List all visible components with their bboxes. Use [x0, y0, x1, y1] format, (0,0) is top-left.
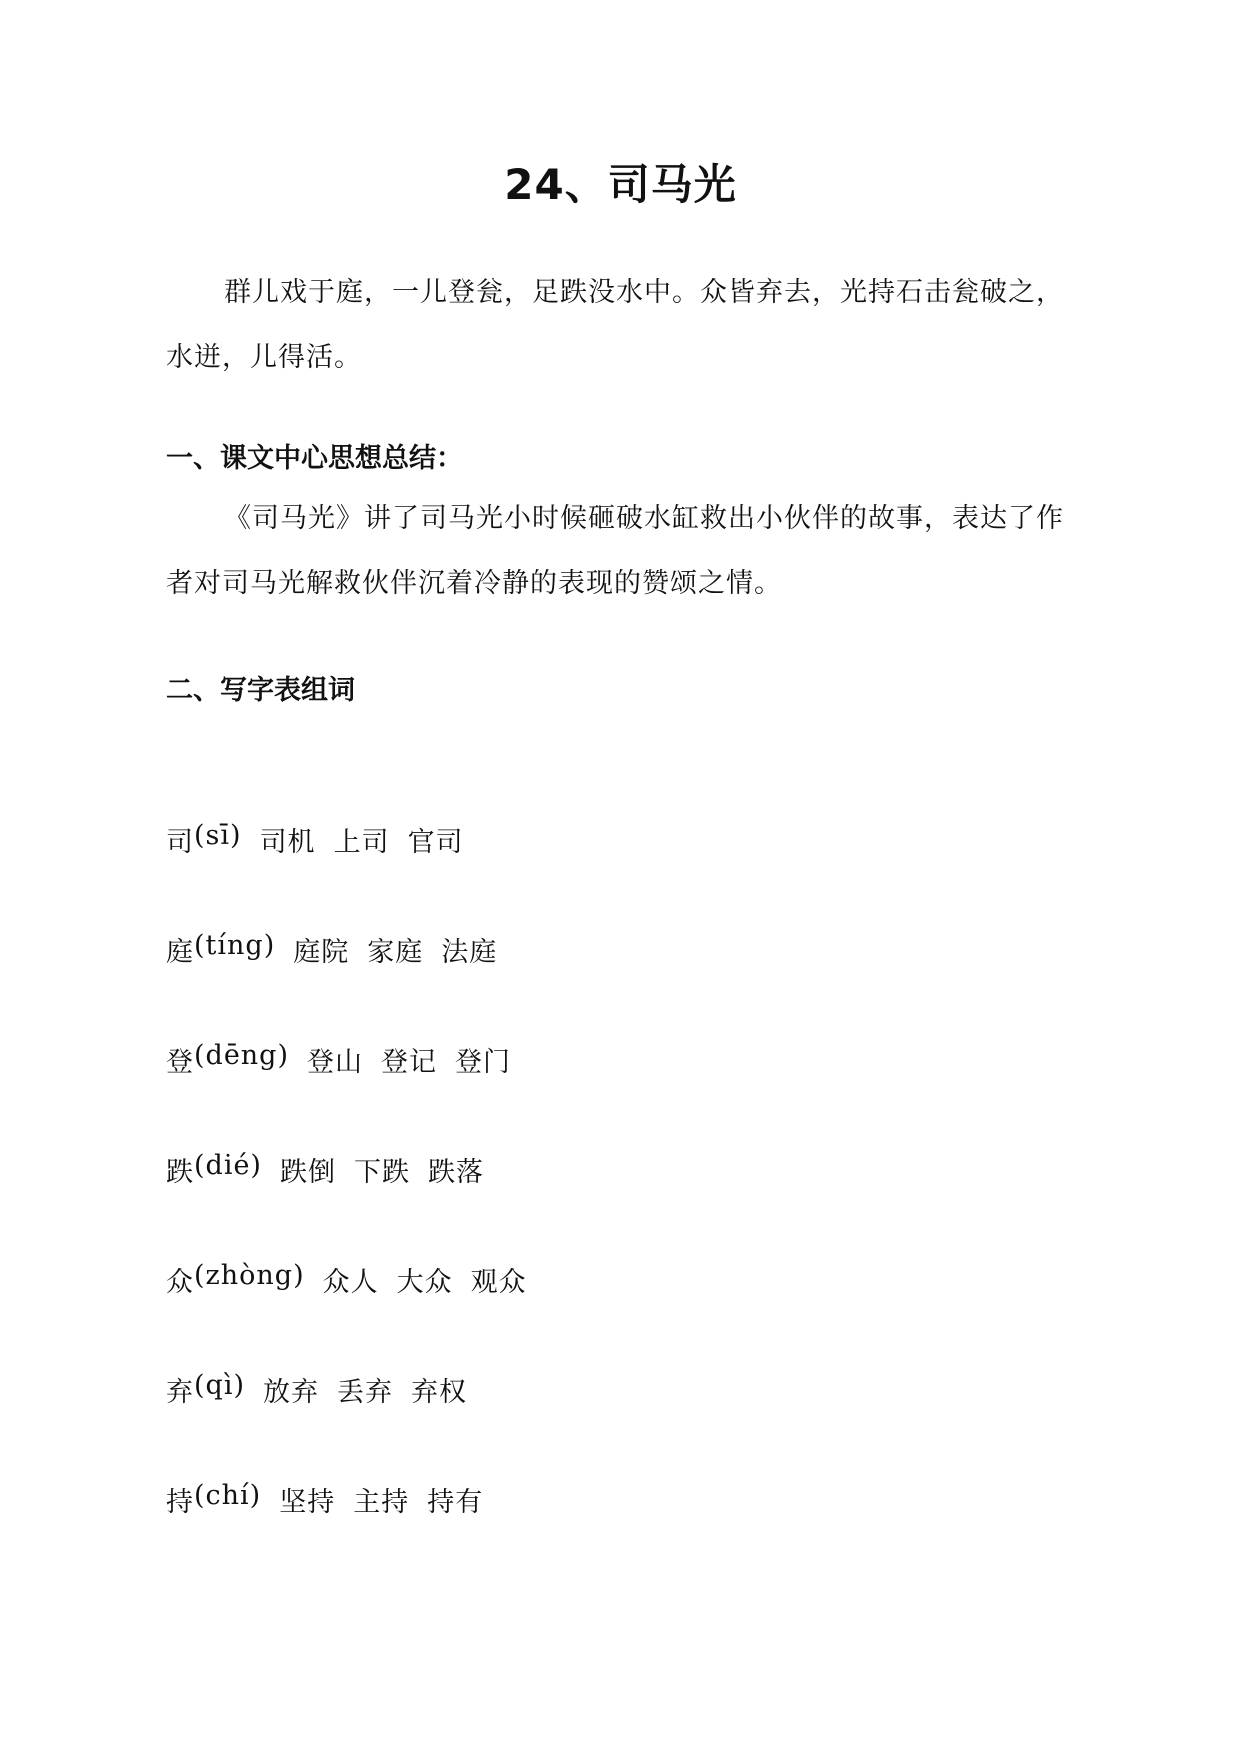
- vocab-character: 跌: [166, 1157, 194, 1188]
- vocab-row: [166, 1480, 1066, 1590]
- vocab-word: 司机: [259, 827, 316, 858]
- vocab-word: 上司: [333, 827, 390, 858]
- vocab-character: 众: [166, 1267, 194, 1298]
- vocab-word: 跌落: [427, 1157, 484, 1188]
- vocab-word: 坚持: [279, 1487, 336, 1518]
- vocab-word: 弃权: [411, 1377, 467, 1408]
- vocab-word: 跌倒: [279, 1157, 336, 1188]
- vocab-row: [166, 1260, 1066, 1370]
- vocab-word: 主持: [353, 1487, 410, 1518]
- vocab-pinyin: (dēng): [194, 1040, 290, 1071]
- vocab-row: [166, 1370, 1066, 1480]
- vocab-pinyin: (qì): [194, 1370, 245, 1401]
- vocab-word: 官司: [407, 827, 464, 858]
- vocab-character: 弃: [166, 1377, 194, 1408]
- vocab-character: 庭: [166, 937, 194, 968]
- classical-passage: 群儿戏于庭，一儿登瓮，足跌没水中。众皆弃去，光持石击瓮破之，水迸，儿得活。: [166, 277, 1064, 373]
- summary-paragraph: 《司马光》讲了司马光小时候砸破水缸救出小伙伴的故事，表达了作者对司马光解救伙伴沉着冷静的表现的赞颂之情。: [166, 503, 1064, 599]
- vocab-pinyin: (sī): [194, 820, 242, 851]
- vocab-row: [166, 820, 1066, 930]
- section-heading-vocabulary: 二、写字表组词: [166, 675, 355, 706]
- vocab-word: 庭院: [293, 937, 350, 968]
- vocab-word: 观众: [470, 1267, 527, 1298]
- vocab-word: 登门: [455, 1047, 512, 1078]
- section-heading-summary: 一、课文中心思想总结：: [166, 443, 463, 474]
- vocab-row: [166, 1150, 1066, 1260]
- vocab-pinyin: (tíng): [194, 930, 276, 961]
- vocab-row: [166, 1040, 1066, 1150]
- vocab-word: 丢弃: [337, 1377, 393, 1408]
- vocab-character: 登: [166, 1047, 194, 1078]
- vocab-pinyin: (chí): [194, 1480, 262, 1511]
- vocab-word: 家庭: [367, 937, 424, 968]
- vocab-word: 下跌: [353, 1157, 410, 1188]
- vocab-word: 放弃: [263, 1377, 319, 1408]
- vocab-word: 众人: [322, 1267, 379, 1298]
- vocabulary-list: [166, 820, 1066, 1590]
- vocab-word: 登山: [307, 1047, 364, 1078]
- vocab-word: 登记: [381, 1047, 438, 1078]
- vocab-word: 持有: [427, 1487, 484, 1518]
- vocab-word: 大众: [396, 1267, 453, 1298]
- vocab-row: [166, 930, 1066, 1040]
- vocab-pinyin: (zhòng): [194, 1260, 305, 1291]
- vocab-character: 司: [166, 827, 194, 858]
- page-title: 24、司马光: [504, 160, 737, 209]
- vocab-word: 法庭: [441, 937, 498, 968]
- vocab-pinyin: (dié): [194, 1150, 262, 1181]
- vocab-character: 持: [166, 1487, 194, 1518]
